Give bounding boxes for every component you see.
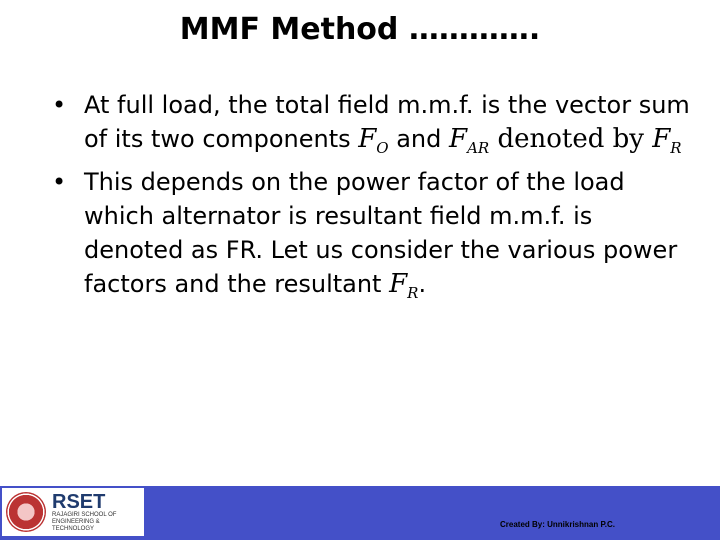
bullet-text-and: and [388, 125, 450, 153]
bullet-item [52, 88, 692, 165]
math-fo: $F_O$ [358, 124, 389, 158]
bullet-text-denoted: denoted by [489, 124, 653, 154]
math-fr: $F_R$ [389, 269, 419, 303]
seal-icon [6, 492, 46, 532]
bullet-item [52, 165, 692, 310]
credit-text: Created By: Unnikrishnan P.C. [500, 520, 615, 529]
bullet-text: This depends on the power factor of the load which alternator is resultant field m.m.f. is denoted as FR. Let us consider the various power factors and the resultant [84, 168, 678, 299]
math-fr: $F_R$ [652, 124, 682, 158]
rset-logo [2, 488, 144, 536]
bullet-list [52, 88, 692, 310]
bullet-text-end: . [418, 270, 427, 299]
math-far: $F_{AR}$ [449, 124, 490, 158]
footer-bar [0, 486, 720, 540]
logo-main-text: RSET [52, 490, 106, 513]
bullet-text: At full load, the total field m.m.f. is the vector sum of its two components [84, 91, 690, 153]
logo-sub-text: RAJAGIRI SCHOOL OF ENGINEERING & TECHNOLOGY [52, 511, 117, 532]
slide-title: MMF Method …………. [179, 12, 541, 47]
bullet-dot-icon: • [52, 168, 67, 197]
bullet-dot-icon: • [52, 91, 67, 119]
